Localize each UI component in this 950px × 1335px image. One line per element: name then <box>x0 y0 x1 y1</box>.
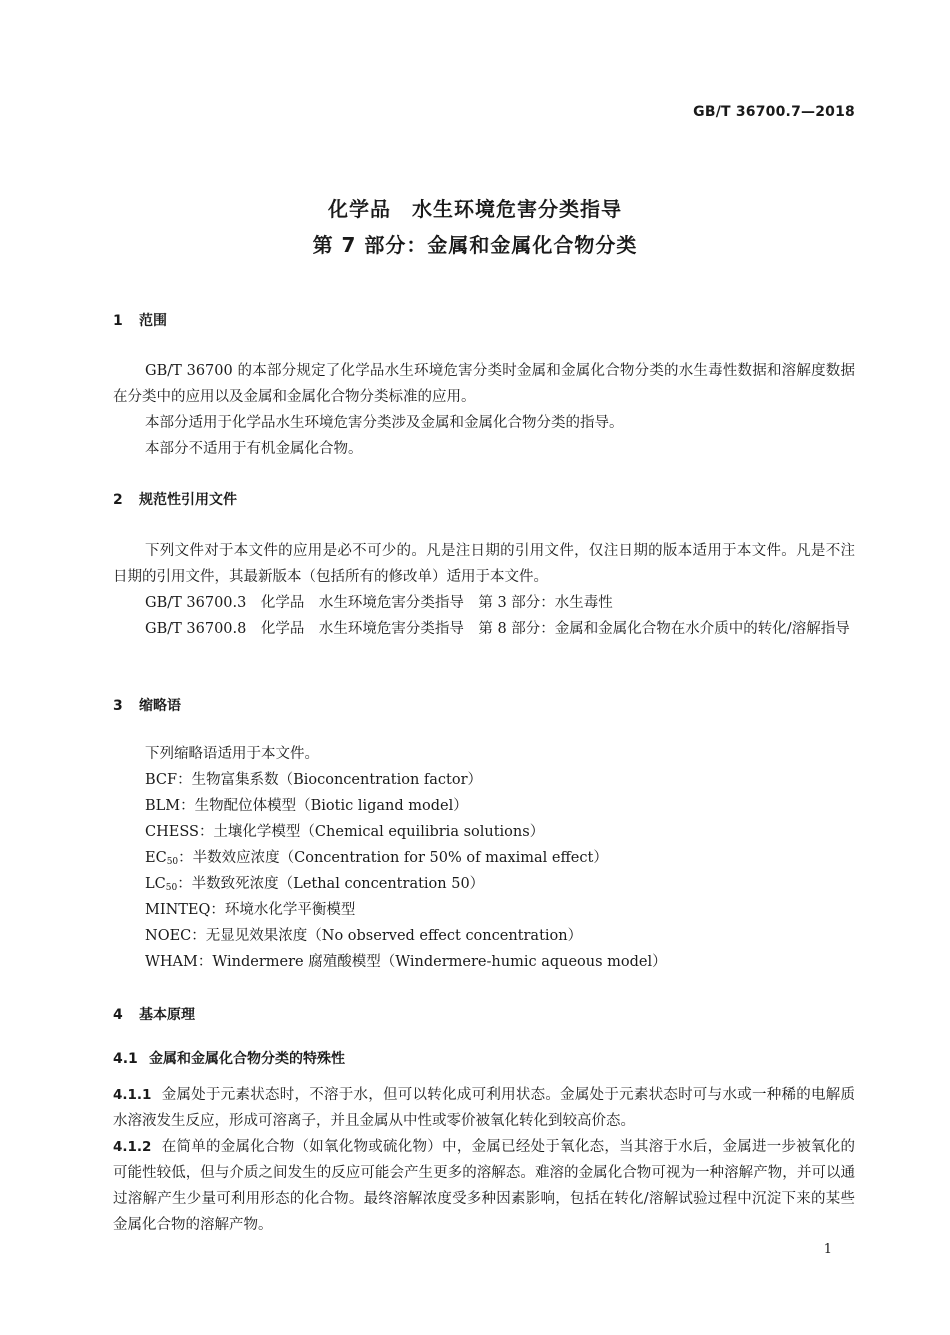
reference-2: GB/T 36700.8 化学品 水生环境危害分类指导 第 8 部分：金属和金属化合物在水介质中的转化/溶解指导 <box>145 621 850 637</box>
clause-4-1-1 <box>113 1082 855 1134</box>
abbreviation-item <box>145 793 468 819</box>
section-number: 3 <box>113 698 123 714</box>
section-title: 基本原理 <box>139 1007 195 1023</box>
reference-1: GB/T 36700.3 化学品 水生环境危害分类指导 第 3 部分：水生毒性 <box>145 595 613 611</box>
section-4-heading <box>113 1004 195 1024</box>
abbreviation-subscript: 50 <box>166 857 179 867</box>
abbreviation-key: WHAM <box>145 954 198 970</box>
abbreviation-definition: ：无显见效果浓度（No observed effect concentration） <box>191 928 583 944</box>
section-title: 规范性引用文件 <box>139 492 237 508</box>
clause-number: 4.1.2 <box>113 1139 152 1155</box>
section-title: 范围 <box>139 313 167 329</box>
abbreviation-definition: ：生物配位体模型（Biotic ligand model） <box>180 798 468 814</box>
abbreviation-key: LC <box>145 876 166 892</box>
section-number: 2 <box>113 492 123 508</box>
section-2-heading <box>113 489 237 509</box>
abbreviation-item <box>145 897 355 923</box>
clause-text: 金属处于元素状态时，不溶于水，但可以转化成可利用状态。金属处于元素状态时可与水或一种稀的电解质水溶液发生反应，形成可溶离子，并且金属从中性或零价被氧化转化到较高价态。 <box>113 1087 855 1129</box>
abbreviation-key: NOEC <box>145 928 192 944</box>
document-title-line2: 第 7 部分：金属和金属化合物分类 <box>312 233 638 257</box>
abbreviation-definition: ：土壤化学模型（Chemical equilibria solutions） <box>198 824 545 840</box>
section-1-heading <box>113 310 167 330</box>
section-title: 缩略语 <box>139 698 181 714</box>
document-title-line1: 化学品 水生环境危害分类指导 <box>328 197 622 221</box>
abbreviation-key: BCF <box>145 772 178 788</box>
abbreviation-subscript: 50 <box>165 883 178 893</box>
clause-4-1-2 <box>113 1134 855 1238</box>
abbreviation-key: EC <box>145 850 167 866</box>
abbreviation-key: CHESS <box>145 824 199 840</box>
abbreviations-intro: 下列缩略语适用于本文件。 <box>145 746 319 762</box>
section-1-paragraph-1: GB/T 36700 的本部分规定了化学品水生环境危害分类时金属和金属化合物分类的水生毒性数据和溶解度数据在分类中的应用以及金属和金属化合物分类标准的应用。 <box>113 363 855 405</box>
abbreviation-definition: ：生物富集系数（Bioconcentration factor） <box>177 772 483 788</box>
section-number: 1 <box>113 313 123 329</box>
subsection-number: 4.1 <box>113 1051 138 1067</box>
page-number: 1 <box>823 1242 832 1257</box>
section-3-heading <box>113 695 181 715</box>
abbreviation-item <box>145 767 482 793</box>
abbreviation-item <box>145 923 582 949</box>
standard-code: GB/T 36700.7—2018 <box>693 104 855 120</box>
abbreviation-key: MINTEQ <box>145 902 211 918</box>
section-2-paragraph-1: 下列文件对于本文件的应用是必不可少的。凡是注日期的引用文件，仅注日期的版本适用于本文件。凡是不注日期的引用文件，其最新版本（包括所有的修改单）适用于本文件。 <box>113 543 855 585</box>
subsection-title: 金属和金属化合物分类的特殊性 <box>149 1051 345 1067</box>
abbreviation-definition: ：Windermere 腐殖酸模型（Windermere-humic aqueous model） <box>197 954 667 970</box>
clause-text: 在简单的金属化合物（如氧化物或硫化物）中，金属已经处于氧化态，当其溶于水后，金属进一步被氧化的可能性较低，但与介质之间发生的反应可能会产生更多的溶解态。难溶的金属化合物可视为一种溶解产物，并可以通过溶解产生少量可利用形态的化合物。最终溶解浓度受多种因素影响，包括在转化/溶解试验过程中沉淀下来的某些金属化合物的溶解产物。 <box>113 1139 855 1233</box>
abbreviation-item <box>145 819 544 845</box>
section-number: 4 <box>113 1007 123 1023</box>
section-1-paragraph-2: 本部分适用于化学品水生环境危害分类涉及金属和金属化合物分类的指导。 <box>145 415 624 431</box>
abbreviation-definition: ：半数效应浓度（Concentration for 50% of maximal effect） <box>178 850 608 866</box>
abbreviation-definition: ：环境水化学平衡模型 <box>210 902 356 918</box>
abbreviation-definition: ：半数致死浓度（Lethal concentration 50） <box>177 876 485 892</box>
abbreviation-item <box>145 949 667 975</box>
clause-number: 4.1.1 <box>113 1087 152 1103</box>
abbreviation-key: BLM <box>145 798 181 814</box>
section-1-paragraph-3: 本部分不适用于有机金属化合物。 <box>145 441 363 457</box>
subsection-4-1-heading <box>113 1048 345 1068</box>
